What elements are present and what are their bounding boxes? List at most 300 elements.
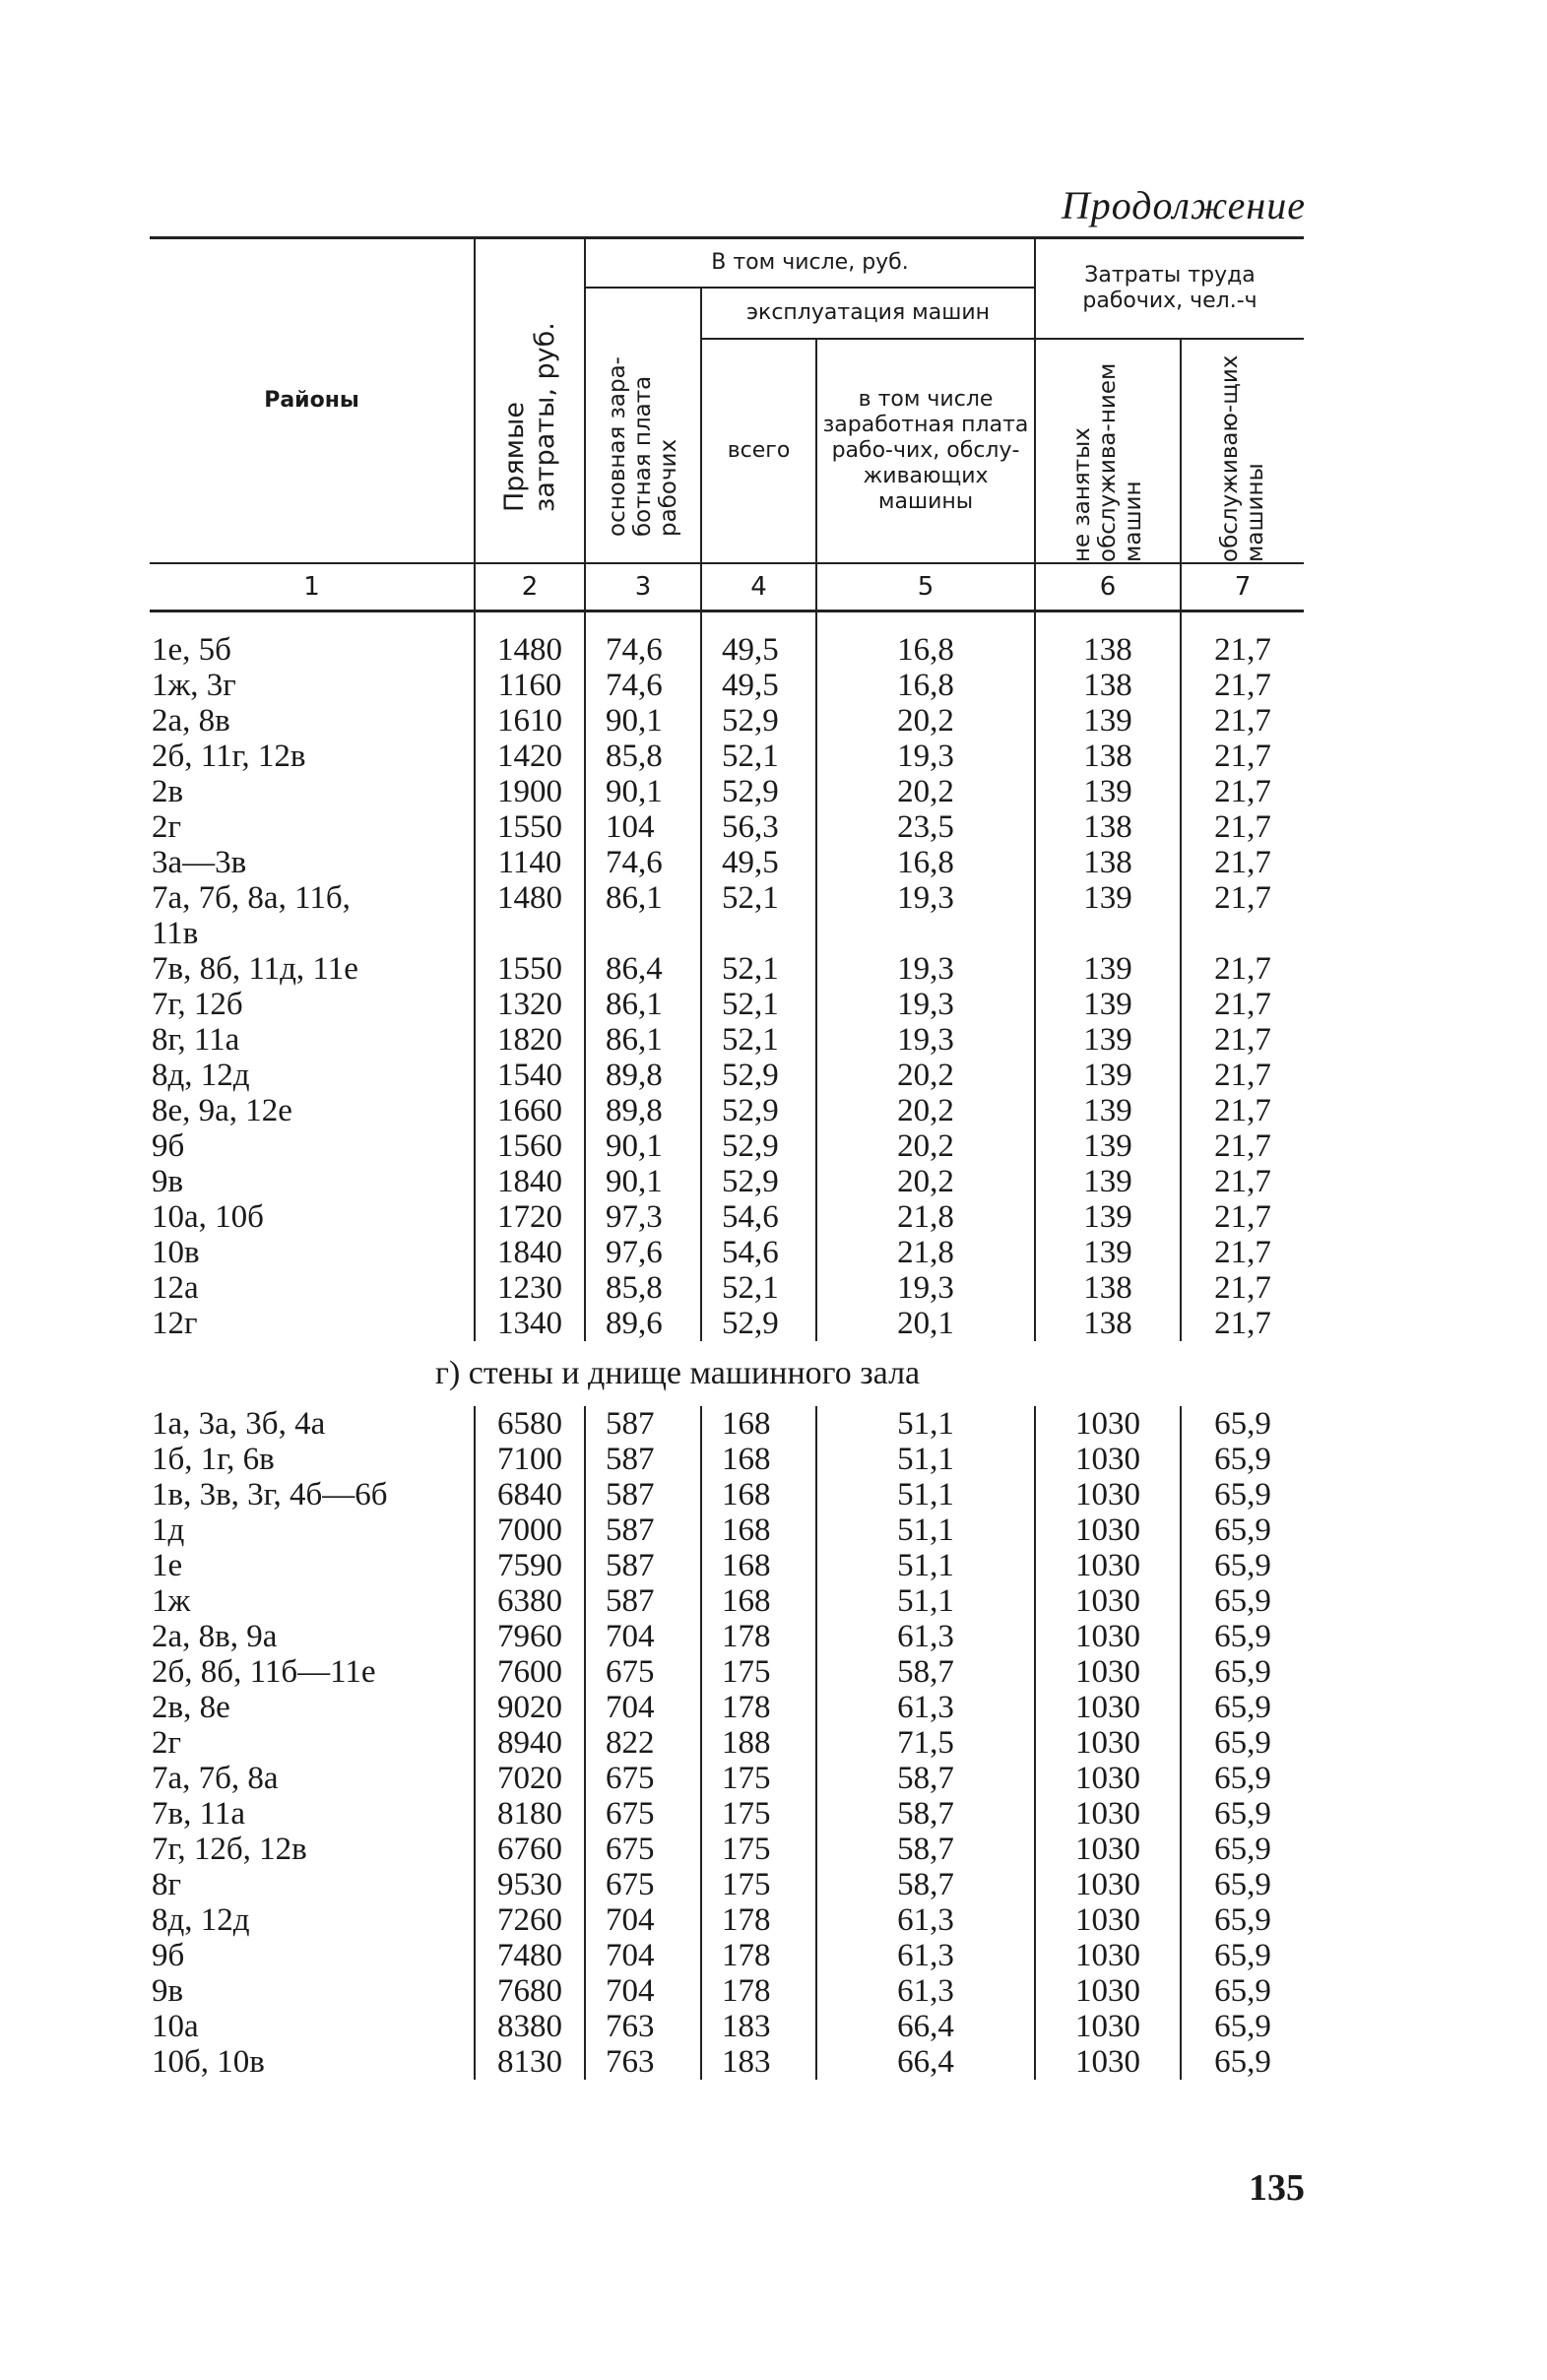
machine-total-cell: 168 — [701, 1548, 816, 1583]
table-row — [150, 1832, 1304, 1867]
direct-costs-cell: 7100 — [475, 1442, 585, 1477]
labor-not-servicing-cell: 138 — [1035, 739, 1181, 774]
machine-wage-cell: 16,8 — [816, 668, 1035, 703]
region-cell: 8д, 12д — [152, 1902, 250, 1938]
machine-wage-cell: 21,8 — [816, 1199, 1035, 1235]
machine-wage-cell: 20,2 — [816, 1164, 1035, 1199]
region-cell: 1е, 5б — [152, 632, 231, 668]
table-row — [150, 1235, 1304, 1270]
labor-servicing-cell: 21,7 — [1181, 1164, 1304, 1199]
labor-servicing-cell: 65,9 — [1181, 1761, 1304, 1796]
table-row — [150, 1761, 1304, 1796]
base-wage-cell: 587 — [585, 1512, 701, 1548]
machine-wage-cell: 20,1 — [816, 1306, 1035, 1341]
machine-wage-cell: 58,7 — [816, 1654, 1035, 1690]
header-labor-costs: Затраты труда рабочих, чел.-ч — [1035, 238, 1304, 340]
labor-servicing-cell: 65,9 — [1181, 1619, 1304, 1654]
labor-not-servicing-cell: 1030 — [1035, 1619, 1181, 1654]
table-row — [150, 1093, 1304, 1128]
region-cell: 9б — [152, 1938, 185, 1973]
region-cell: 7в, 11а — [152, 1796, 246, 1832]
base-wage-cell: 90,1 — [585, 1164, 701, 1199]
table-row — [150, 1973, 1304, 2009]
direct-costs-cell: 1140 — [475, 845, 585, 880]
header-incl-wage: в том числе заработная плата рабо-чих, обслу-живающих машины — [816, 339, 1035, 563]
section2-body — [150, 1406, 1304, 2080]
direct-costs-cell: 1840 — [475, 1235, 585, 1270]
direct-costs-cell: 8940 — [475, 1725, 585, 1761]
machine-wage-cell: 51,1 — [816, 1406, 1035, 1442]
machine-total-cell: 168 — [701, 1583, 816, 1619]
region-cell: 9в — [152, 1973, 184, 2009]
labor-servicing-cell: 65,9 — [1181, 1442, 1304, 1477]
base-wage-cell: 675 — [585, 1796, 701, 1832]
table-row — [150, 1058, 1304, 1093]
machine-wage-cell: 51,1 — [816, 1477, 1035, 1512]
header-incl-rub: В том числе, руб. — [585, 238, 1035, 289]
header-base-wage: основная зара-ботная плата рабочих — [585, 288, 701, 563]
machine-total-cell: 178 — [701, 1619, 816, 1654]
labor-not-servicing-cell: 1030 — [1035, 1725, 1181, 1761]
machine-total-cell: 178 — [701, 1690, 816, 1725]
machine-total-cell: 49,5 — [701, 632, 816, 668]
labor-not-servicing-cell: 1030 — [1035, 1477, 1181, 1512]
labor-not-servicing-cell: 139 — [1035, 703, 1181, 739]
table-row-continuation — [150, 916, 1304, 951]
region-cell: 11в — [152, 916, 199, 951]
section-title: г) стены и днище машинного зала — [435, 1355, 921, 1391]
labor-not-servicing-cell: 1030 — [1035, 1796, 1181, 1832]
machine-total-cell: 168 — [701, 1406, 816, 1442]
labor-servicing-cell: 21,7 — [1181, 1093, 1304, 1128]
direct-costs-cell: 1610 — [475, 703, 585, 739]
direct-costs-cell: 7020 — [475, 1761, 585, 1796]
machine-total-cell: 52,9 — [701, 703, 816, 739]
direct-costs-cell: 1550 — [475, 951, 585, 987]
machine-wage-cell: 19,3 — [816, 739, 1035, 774]
machine-total-cell: 54,6 — [701, 1199, 816, 1235]
labor-servicing-cell: 65,9 — [1181, 1654, 1304, 1690]
table-row — [150, 1548, 1304, 1583]
region-cell: 9б — [152, 1128, 185, 1164]
region-cell: 2а, 8в, 9а — [152, 1619, 278, 1654]
direct-costs-cell: 6840 — [475, 1477, 585, 1512]
labor-not-servicing-cell: 1030 — [1035, 2044, 1181, 2080]
machine-wage-cell: 61,3 — [816, 1619, 1035, 1654]
region-cell: 12г — [152, 1306, 198, 1341]
machine-total-cell: 175 — [701, 1867, 816, 1902]
base-wage-cell: 587 — [585, 1548, 701, 1583]
machine-total-cell: 178 — [701, 1938, 816, 1973]
labor-servicing-cell: 65,9 — [1181, 1477, 1304, 1512]
labor-servicing-cell: 65,9 — [1181, 2009, 1304, 2044]
machine-wage-cell: 19,3 — [816, 951, 1035, 987]
col-number: 2 — [475, 563, 585, 611]
machine-total-cell: 175 — [701, 1761, 816, 1796]
region-cell: 2в, 8е — [152, 1690, 230, 1725]
machine-wage-cell: 20,2 — [816, 703, 1035, 739]
base-wage-cell: 89,8 — [585, 1058, 701, 1093]
labor-servicing-cell: 65,9 — [1181, 1406, 1304, 1442]
labor-servicing-cell: 65,9 — [1181, 1690, 1304, 1725]
machine-total-cell: 175 — [701, 1654, 816, 1690]
machine-total-cell: 183 — [701, 2044, 816, 2080]
labor-not-servicing-cell: 1030 — [1035, 1654, 1181, 1690]
direct-costs-cell: 1660 — [475, 1093, 585, 1128]
region-cell: 1д — [152, 1512, 185, 1548]
table-row — [150, 1725, 1304, 1761]
direct-costs-cell: 8180 — [475, 1796, 585, 1832]
machine-wage-cell: 51,1 — [816, 1548, 1035, 1583]
machine-wage-cell: 20,2 — [816, 1128, 1035, 1164]
labor-servicing-cell: 65,9 — [1181, 1832, 1304, 1867]
labor-servicing-cell: 21,7 — [1181, 1022, 1304, 1058]
machine-wage-cell: 61,3 — [816, 1690, 1035, 1725]
direct-costs-cell: 8380 — [475, 2009, 585, 2044]
direct-costs-cell: 1560 — [475, 1128, 585, 1164]
labor-not-servicing-cell: 1030 — [1035, 1832, 1181, 1867]
region-cell: 2в — [152, 774, 184, 809]
machine-wage-cell: 58,7 — [816, 1867, 1035, 1902]
region-cell: 1а, 3а, 3б, 4а — [152, 1406, 326, 1442]
table-row — [150, 1022, 1304, 1058]
table-row — [150, 1796, 1304, 1832]
direct-costs-cell: 1230 — [475, 1270, 585, 1306]
machine-total-cell: 178 — [701, 1902, 816, 1938]
direct-costs-cell: 1540 — [475, 1058, 585, 1093]
table-row — [150, 1164, 1304, 1199]
base-wage-cell: 74,6 — [585, 845, 701, 880]
machine-total-cell: 52,1 — [701, 1270, 816, 1306]
empty-cell — [1181, 916, 1304, 951]
labor-servicing-cell: 65,9 — [1181, 1548, 1304, 1583]
header-total: всего — [701, 339, 816, 563]
labor-not-servicing-cell: 138 — [1035, 632, 1181, 668]
machine-wage-cell: 71,5 — [816, 1725, 1035, 1761]
region-cell: 8г, 11а — [152, 1022, 240, 1058]
region-cell: 2г — [152, 809, 182, 845]
labor-not-servicing-cell: 139 — [1035, 1199, 1181, 1235]
table-row — [150, 1270, 1304, 1306]
table-row — [150, 987, 1304, 1022]
labor-not-servicing-cell: 139 — [1035, 1093, 1181, 1128]
direct-costs-cell: 7600 — [475, 1654, 585, 1690]
labor-servicing-cell: 21,7 — [1181, 1128, 1304, 1164]
col-number: 6 — [1035, 563, 1181, 611]
direct-costs-cell: 7000 — [475, 1512, 585, 1548]
base-wage-cell: 90,1 — [585, 774, 701, 809]
labor-not-servicing-cell: 1030 — [1035, 1406, 1181, 1442]
labor-not-servicing-cell: 138 — [1035, 1270, 1181, 1306]
machine-total-cell: 52,9 — [701, 774, 816, 809]
direct-costs-cell: 6760 — [475, 1832, 585, 1867]
direct-costs-cell: 1160 — [475, 668, 585, 703]
base-wage-cell: 85,8 — [585, 1270, 701, 1306]
table-row — [150, 1406, 1304, 1442]
machine-total-cell: 183 — [701, 2009, 816, 2044]
machine-wage-cell: 19,3 — [816, 987, 1035, 1022]
machine-wage-cell: 19,3 — [816, 1022, 1035, 1058]
header-regions: Районы — [150, 238, 475, 564]
labor-not-servicing-cell: 139 — [1035, 1128, 1181, 1164]
region-cell: 1е — [152, 1548, 183, 1583]
machine-total-cell: 56,3 — [701, 809, 816, 845]
col-number: 5 — [816, 563, 1035, 611]
region-cell: 2а, 8в — [152, 703, 230, 739]
machine-total-cell: 52,9 — [701, 1164, 816, 1199]
table-row — [150, 774, 1304, 809]
direct-costs-cell: 9530 — [475, 1867, 585, 1902]
base-wage-cell: 704 — [585, 1973, 701, 2009]
machine-total-cell: 52,9 — [701, 1093, 816, 1128]
empty-cell — [816, 916, 1035, 951]
base-wage-cell: 104 — [585, 809, 701, 845]
base-wage-cell: 90,1 — [585, 1128, 701, 1164]
machine-wage-cell: 51,1 — [816, 1512, 1035, 1548]
labor-servicing-cell: 21,7 — [1181, 987, 1304, 1022]
header-machine-exploitation: эксплуатация машин — [701, 288, 1035, 339]
col-number: 4 — [701, 563, 816, 611]
section2-heading — [150, 1341, 1304, 1406]
table-row — [150, 1199, 1304, 1235]
col-number: 7 — [1181, 563, 1304, 611]
base-wage-cell: 675 — [585, 1832, 701, 1867]
table-row — [150, 1654, 1304, 1690]
direct-costs-cell: 1820 — [475, 1022, 585, 1058]
labor-servicing-cell: 65,9 — [1181, 1512, 1304, 1548]
labor-not-servicing-cell: 139 — [1035, 951, 1181, 987]
base-wage-cell: 675 — [585, 1867, 701, 1902]
machine-total-cell: 52,9 — [701, 1058, 816, 1093]
labor-servicing-cell: 21,7 — [1181, 703, 1304, 739]
table-row — [150, 1867, 1304, 1902]
labor-not-servicing-cell: 139 — [1035, 987, 1181, 1022]
table-row — [150, 632, 1304, 668]
base-wage-cell: 587 — [585, 1583, 701, 1619]
base-wage-cell: 822 — [585, 1725, 701, 1761]
region-cell: 3а—3в — [152, 845, 247, 880]
machine-wage-cell: 16,8 — [816, 632, 1035, 668]
region-cell: 7г, 12б, 12в — [152, 1832, 307, 1867]
region-cell: 10а, 10б — [152, 1199, 264, 1235]
base-wage-cell: 704 — [585, 1938, 701, 1973]
base-wage-cell: 89,8 — [585, 1093, 701, 1128]
direct-costs-cell: 1320 — [475, 987, 585, 1022]
base-wage-cell: 74,6 — [585, 632, 701, 668]
direct-costs-cell: 1480 — [475, 632, 585, 668]
machine-total-cell: 168 — [701, 1442, 816, 1477]
table-row — [150, 1938, 1304, 1973]
labor-servicing-cell: 21,7 — [1181, 1306, 1304, 1341]
region-cell: 1в, 3в, 3г, 4б—6б — [152, 1477, 388, 1512]
region-cell: 12а — [152, 1270, 199, 1306]
table-row — [150, 880, 1304, 916]
labor-not-servicing-cell: 1030 — [1035, 1902, 1181, 1938]
base-wage-cell: 763 — [585, 2044, 701, 2080]
labor-servicing-cell: 65,9 — [1181, 1973, 1304, 2009]
machine-total-cell: 49,5 — [701, 668, 816, 703]
machine-total-cell: 175 — [701, 1796, 816, 1832]
machine-wage-cell: 58,7 — [816, 1796, 1035, 1832]
machine-wage-cell: 58,7 — [816, 1832, 1035, 1867]
machine-wage-cell: 23,5 — [816, 809, 1035, 845]
table-row — [150, 739, 1304, 774]
header-direct-costs: Прямые затраты, руб. — [475, 238, 585, 564]
region-cell: 7а, 7б, 8а — [152, 1761, 279, 1796]
base-wage-cell: 704 — [585, 1690, 701, 1725]
machine-total-cell: 52,1 — [701, 951, 816, 987]
section1-body — [150, 611, 1304, 1342]
region-cell: 2б, 11г, 12в — [152, 739, 306, 774]
labor-not-servicing-cell: 1030 — [1035, 1938, 1181, 1973]
labor-servicing-cell: 65,9 — [1181, 2044, 1304, 2080]
base-wage-cell: 675 — [585, 1761, 701, 1796]
direct-costs-cell: 9020 — [475, 1690, 585, 1725]
labor-servicing-cell: 21,7 — [1181, 632, 1304, 668]
base-wage-cell: 587 — [585, 1477, 701, 1512]
table-row — [150, 703, 1304, 739]
machine-total-cell: 52,1 — [701, 1022, 816, 1058]
base-wage-cell: 704 — [585, 1902, 701, 1938]
labor-servicing-cell: 21,7 — [1181, 1270, 1304, 1306]
machine-wage-cell: 51,1 — [816, 1442, 1035, 1477]
header-servicing: обслуживаю-щих машины — [1181, 339, 1304, 563]
base-wage-cell: 86,4 — [585, 951, 701, 987]
direct-costs-cell: 1550 — [475, 809, 585, 845]
base-wage-cell: 97,3 — [585, 1199, 701, 1235]
base-wage-cell: 86,1 — [585, 1022, 701, 1058]
machine-total-cell: 188 — [701, 1725, 816, 1761]
base-wage-cell: 587 — [585, 1442, 701, 1477]
labor-not-servicing-cell: 1030 — [1035, 1973, 1181, 2009]
labor-not-servicing-cell: 139 — [1035, 774, 1181, 809]
base-wage-cell: 86,1 — [585, 880, 701, 916]
labor-servicing-cell: 21,7 — [1181, 845, 1304, 880]
base-wage-cell: 763 — [585, 2009, 701, 2044]
labor-not-servicing-cell: 1030 — [1035, 1512, 1181, 1548]
table-row — [150, 845, 1304, 880]
machine-wage-cell: 58,7 — [816, 1761, 1035, 1796]
labor-not-servicing-cell: 1030 — [1035, 1548, 1181, 1583]
labor-servicing-cell: 65,9 — [1181, 1583, 1304, 1619]
direct-costs-cell: 6380 — [475, 1583, 585, 1619]
cost-table — [150, 236, 1304, 2080]
region-cell: 10б, 10в — [152, 2044, 265, 2080]
region-cell: 10а — [152, 2009, 199, 2044]
machine-total-cell: 52,1 — [701, 880, 816, 916]
labor-not-servicing-cell: 138 — [1035, 668, 1181, 703]
base-wage-cell: 704 — [585, 1619, 701, 1654]
empty-cell — [585, 916, 701, 951]
table-row — [150, 2044, 1304, 2080]
direct-costs-cell: 8130 — [475, 2044, 585, 2080]
region-cell: 7в, 8б, 11д, 11е — [152, 951, 358, 987]
table-row — [150, 2009, 1304, 2044]
direct-costs-cell: 1420 — [475, 739, 585, 774]
direct-costs-cell: 7260 — [475, 1902, 585, 1938]
region-cell: 9в — [152, 1164, 184, 1199]
labor-servicing-cell: 65,9 — [1181, 1725, 1304, 1761]
labor-not-servicing-cell: 1030 — [1035, 1867, 1181, 1902]
direct-costs-cell: 1900 — [475, 774, 585, 809]
machine-wage-cell: 61,3 — [816, 1973, 1035, 2009]
base-wage-cell: 86,1 — [585, 987, 701, 1022]
machine-total-cell: 52,9 — [701, 1128, 816, 1164]
machine-wage-cell: 19,3 — [816, 880, 1035, 916]
region-cell: 1ж, 3г — [152, 668, 236, 703]
labor-servicing-cell: 65,9 — [1181, 1902, 1304, 1938]
region-cell: 2г — [152, 1725, 182, 1761]
machine-wage-cell: 16,8 — [816, 845, 1035, 880]
labor-servicing-cell: 21,7 — [1181, 1199, 1304, 1235]
region-cell: 8е, 9а, 12е — [152, 1093, 292, 1128]
machine-total-cell: 52,1 — [701, 739, 816, 774]
direct-costs-cell: 6580 — [475, 1406, 585, 1442]
machine-wage-cell: 61,3 — [816, 1902, 1035, 1938]
table-row — [150, 809, 1304, 845]
continuation-label: Продолжение — [1061, 183, 1306, 227]
table-row — [150, 1583, 1304, 1619]
machine-wage-cell: 20,2 — [816, 1093, 1035, 1128]
region-cell: 8г — [152, 1867, 182, 1902]
machine-total-cell: 52,1 — [701, 987, 816, 1022]
labor-not-servicing-cell: 1030 — [1035, 1583, 1181, 1619]
labor-servicing-cell: 21,7 — [1181, 951, 1304, 987]
base-wage-cell: 97,6 — [585, 1235, 701, 1270]
base-wage-cell: 74,6 — [585, 668, 701, 703]
table-row — [150, 1477, 1304, 1512]
region-cell: 10в — [152, 1235, 200, 1270]
labor-servicing-cell: 21,7 — [1181, 809, 1304, 845]
machine-wage-cell: 20,2 — [816, 1058, 1035, 1093]
empty-cell — [475, 916, 585, 951]
direct-costs-cell: 7480 — [475, 1938, 585, 1973]
direct-costs-cell: 7590 — [475, 1548, 585, 1583]
labor-servicing-cell: 65,9 — [1181, 1938, 1304, 1973]
machine-wage-cell: 19,3 — [816, 1270, 1035, 1306]
labor-not-servicing-cell: 138 — [1035, 809, 1181, 845]
machine-wage-cell: 66,4 — [816, 2009, 1035, 2044]
machine-wage-cell: 20,2 — [816, 774, 1035, 809]
labor-not-servicing-cell: 139 — [1035, 1058, 1181, 1093]
labor-not-servicing-cell: 1030 — [1035, 1761, 1181, 1796]
base-wage-cell: 89,6 — [585, 1306, 701, 1341]
labor-servicing-cell: 21,7 — [1181, 880, 1304, 916]
region-cell: 1ж — [152, 1583, 191, 1619]
machine-wage-cell: 51,1 — [816, 1583, 1035, 1619]
labor-not-servicing-cell: 139 — [1035, 1235, 1181, 1270]
labor-not-servicing-cell: 1030 — [1035, 1442, 1181, 1477]
labor-not-servicing-cell: 138 — [1035, 1306, 1181, 1341]
region-cell: 7а, 7б, 8а, 11б, — [152, 880, 351, 916]
table-row — [150, 1128, 1304, 1164]
machine-total-cell: 168 — [701, 1512, 816, 1548]
page-number: 135 — [1249, 2167, 1305, 2209]
labor-servicing-cell: 65,9 — [1181, 1796, 1304, 1832]
region-cell: 8д, 12д — [152, 1058, 250, 1093]
labor-servicing-cell: 21,7 — [1181, 1235, 1304, 1270]
labor-not-servicing-cell: 139 — [1035, 880, 1181, 916]
machine-wage-cell: 21,8 — [816, 1235, 1035, 1270]
labor-servicing-cell: 65,9 — [1181, 1867, 1304, 1902]
region-cell: 1б, 1г, 6в — [152, 1442, 275, 1477]
col-number: 3 — [585, 563, 701, 611]
table-row — [150, 1306, 1304, 1341]
labor-servicing-cell: 21,7 — [1181, 1058, 1304, 1093]
machine-total-cell: 168 — [701, 1477, 816, 1512]
base-wage-cell: 675 — [585, 1654, 701, 1690]
machine-total-cell: 49,5 — [701, 845, 816, 880]
